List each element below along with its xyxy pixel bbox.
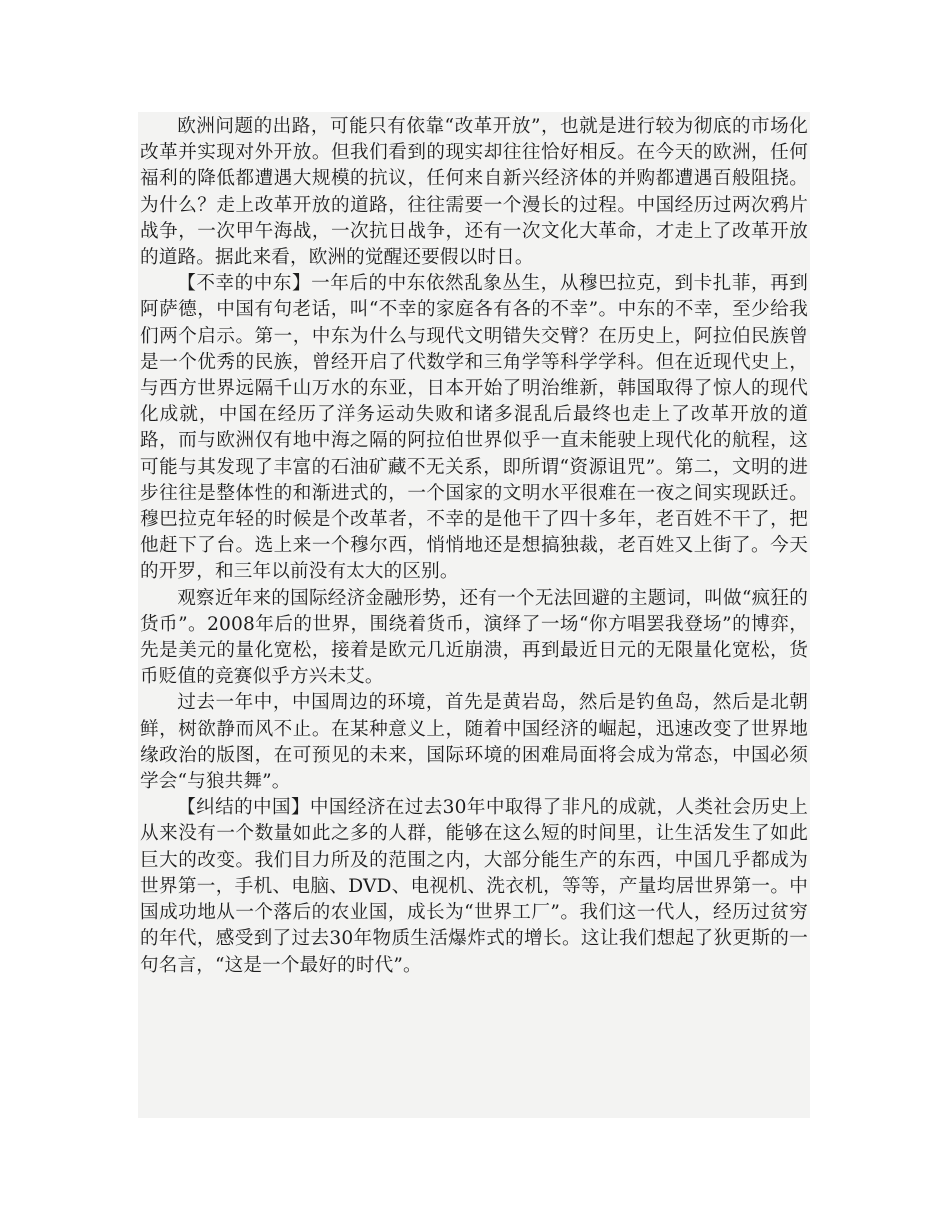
paragraph-china-periphery: 过去一年中，中国周边的环境，首先是黄岩岛，然后是钓鱼岛，然后是北朝鲜，树欲静而风不止。在某种意义上，随着中国经济的崛起，迅速改变了世界地缘政治的版图，在可预见的未来，国际环境的困难局面将会成为常态，中国必须学会“与狼共舞”。 bbox=[140, 692, 808, 793]
paragraph-tangled-china: 【纠结的中国】中国经济在过去30年中取得了非凡的成就，人类社会历史上从来没有一个数量如此之多的人群，能够在这么短的时间里，让生活发生了如此巨大的改变。我们目力所及的范围之内，大部分能生产的东西，中国几乎都成为世界第一，手机、电脑、DVD、电视机、洗衣机，等等，产量均居世界第一。中国成功地从一个落后的农业国，成长为“世界工厂”。我们这一代人，经历过贫穷的年代，感受到了过去30年物质生活爆炸式的增长。这让我们想起了狄更斯的一句名言，“这是一个最好的时代”。 bbox=[140, 797, 808, 976]
paragraph-europe-reform: 欧洲问题的出路，可能只有依靠“改革开放”，也就是进行较为彻底的市场化改革并实现对外开放。但我们看到的现实却往往恰好相反。在今天的欧洲，任何福利的降低都遭遇大规模的抗议，任何来自新兴经济体的并购都遭遇百般阻挠。为什么？走上改革开放的道路，往往需要一个漫长的过程。中国经历过两次鸦片战争，一次甲午海战，一次抗日战争，还有一次文化大革命，才走上了改革开放的道路。据此来看，欧洲的觉醒还要假以时日。 bbox=[140, 116, 808, 269]
paragraph-middle-east: 【不幸的中东】一年后的中东依然乱象丛生，从穆巴拉克，到卡扎菲，再到阿萨德，中国有句老话，叫“不幸的家庭各有各的不幸”。中东的不幸，至少给我们两个启示。第一，中东为什么与现代文明错失交臂？在历史上，阿拉伯民族曾是一个优秀的民族，曾经开启了代数学和三角学等科学学科。但在近现代史上，与西方世界远隔千山万水的东亚，日本开始了明治维新，韩国取得了惊人的现代化成就，中国在经历了洋务运动失败和诸多混乱后最终也走上了改革开放的道路，而与欧洲仅有地中海之隔的阿拉伯世界似乎一直未能驶上现代化的航程，这可能与其发现了丰富的石油矿藏不无关系，即所谓“资源诅咒”。第二，文明的进步往往是整体性的和渐进式的，一个国家的文明水平很难在一夜之间实现跃迁。穆巴拉克年轻的时候是个改革者，不幸的是他干了四十多年，老百姓不干了，把他赶下了台。选上来一个穆尔西，悄悄地还是想搞独裁，老百姓又上街了。今天的开罗，和三年以前没有太大的区别。 bbox=[140, 273, 808, 583]
paragraph-crazy-currency: 观察近年来的国际经济金融形势，还有一个无法回避的主题词，叫做“疯狂的货币”。2008年后的世界，围绕着货币，演绎了一场“你方唱罢我登场”的博弈，先是美元的量化宽松，接着是欧元几近崩溃，再到最近日元的无限量化宽松，货币贬值的竞赛似乎方兴未艾。 bbox=[140, 587, 808, 688]
article-text-block bbox=[138, 112, 810, 1118]
